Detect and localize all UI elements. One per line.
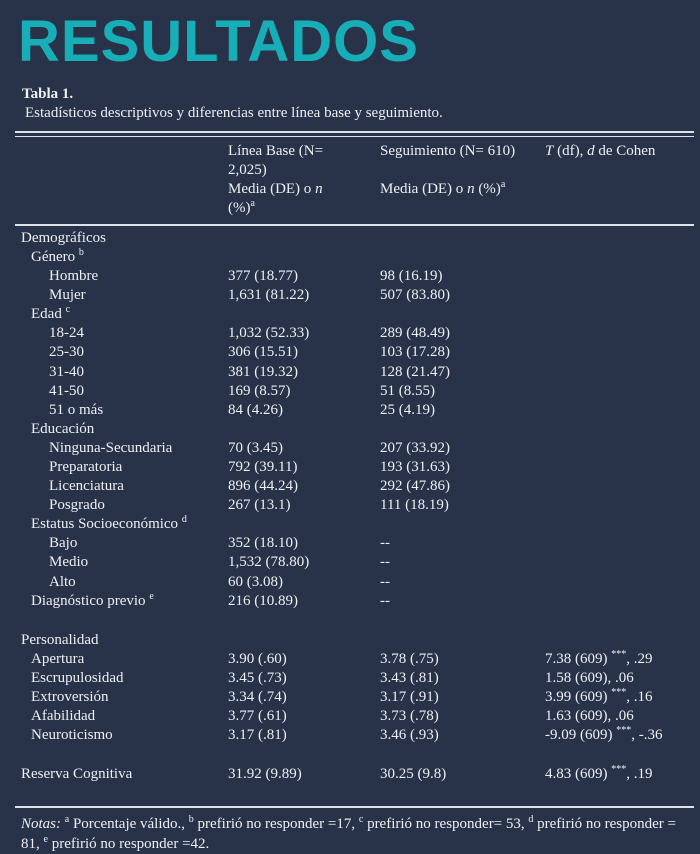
tstat-value — [545, 631, 694, 650]
note-sup: e — [43, 834, 48, 846]
followup-value — [380, 420, 545, 439]
tstat-value — [545, 248, 694, 267]
tstat-value — [545, 553, 694, 572]
row-label-sup: e — [149, 590, 154, 602]
baseline-value: 84 (4.26) — [228, 401, 283, 418]
row-label: 18-24 — [49, 325, 84, 342]
table-header-row — [15, 137, 694, 224]
tstat-value — [545, 401, 694, 420]
significance-stars: *** — [616, 725, 632, 737]
followup-value: 128 (21.47) — [380, 363, 450, 380]
table-row — [15, 631, 694, 650]
baseline-value: 267 (13.1) — [228, 497, 291, 514]
note-sup: c — [358, 814, 364, 826]
tstat-value: 4.83 (609) ***, .19 — [545, 764, 653, 783]
baseline-value: 169 (8.57) — [228, 382, 291, 399]
tstat-value — [545, 229, 694, 248]
table-row — [15, 382, 694, 401]
table-caption — [0, 77, 700, 125]
baseline-value — [228, 515, 380, 534]
baseline-value: 1,532 (78.80) — [228, 554, 310, 571]
note-text: prefirió no responder= 53, — [363, 816, 529, 833]
table-row — [15, 363, 694, 382]
table-row — [15, 267, 694, 286]
row-label: 31-40 — [49, 363, 84, 380]
tstat-value — [545, 477, 694, 496]
followup-value — [380, 631, 545, 650]
baseline-value: 3.45 (.73) — [228, 669, 287, 686]
table-row — [15, 401, 694, 420]
table-row — [15, 496, 694, 515]
baseline-value: 352 (18.10) — [228, 535, 298, 552]
table-row — [15, 515, 694, 534]
row-label: Edad $^c$ — [31, 304, 71, 323]
baseline-value: 896 (44.24) — [228, 478, 298, 495]
baseline-value: 792 (39.11) — [228, 459, 298, 476]
tstat-value: 1.58 (609), .06 — [545, 669, 634, 686]
table-row — [15, 458, 694, 477]
table-row — [15, 324, 694, 343]
baseline-value: 31.92 (9.89) — [228, 766, 302, 783]
baseline-value: 3.77 (.61) — [228, 708, 287, 725]
baseline-value — [228, 229, 380, 248]
tstat-value — [545, 343, 694, 362]
row-label: Demográficos — [21, 229, 106, 246]
row-label: Bajo — [49, 535, 78, 552]
header-cell-linea-base — [228, 142, 380, 218]
followup-value: 98 (16.19) — [380, 268, 443, 285]
notes-segments — [21, 816, 676, 852]
note-sup: a — [64, 814, 70, 826]
row-label: Preparatoria — [49, 459, 123, 476]
baseline-value: 3.34 (.74) — [228, 689, 287, 706]
followup-value: 30.25 (9.8) — [380, 766, 447, 783]
baseline-value: 216 (10.89) — [228, 592, 298, 609]
row-label: Medio — [49, 554, 89, 571]
spacer-row — [15, 611, 694, 631]
followup-value — [380, 229, 545, 248]
tstat-value — [545, 458, 694, 477]
tstat-value — [545, 267, 694, 286]
followup-value: -- — [380, 592, 390, 609]
baseline-value: 3.90 (.60) — [228, 650, 287, 667]
followup-value: 207 (33.92) — [380, 439, 450, 456]
baseline-value: 1,032 (52.33) — [228, 325, 310, 342]
tstat-value — [545, 573, 694, 592]
tstat-value — [545, 363, 694, 382]
note-text: Porcentaje válido., — [69, 816, 189, 833]
row-label: Apertura — [31, 650, 85, 667]
baseline-value: 381 (19.32) — [228, 363, 298, 380]
table-row — [15, 477, 694, 496]
note-text: prefirió no responder =42. — [47, 836, 210, 853]
linea-base-stat-line2: (%)$^a$ — [228, 197, 255, 216]
significance-stars: *** — [611, 648, 627, 660]
row-label: Reserva Cognitiva — [21, 766, 133, 783]
row-label: 51 o más — [49, 401, 104, 418]
followup-value — [380, 515, 545, 534]
table-row — [15, 420, 694, 439]
followup-value: 51 (8.55) — [380, 382, 435, 399]
table-row — [15, 343, 694, 362]
table-row — [15, 248, 694, 267]
baseline-value — [228, 305, 380, 324]
row-label: Personalidad — [21, 631, 99, 648]
row-label: Afabilidad — [31, 708, 96, 725]
row-label: 25-30 — [49, 344, 84, 361]
baseline-value — [228, 631, 380, 650]
followup-value: -- — [380, 573, 390, 590]
row-label: Estatus Socioeconómico $^d$ — [31, 514, 187, 533]
row-label-sup: d — [181, 514, 187, 526]
followup-value: 292 (47.86) — [380, 478, 450, 495]
table-row — [15, 305, 694, 324]
baseline-value: 3.17 (.81) — [228, 727, 287, 744]
linea-base-title-line1: Línea Base (N= — [228, 142, 324, 159]
row-label: Diagnóstico previo $^e$ — [31, 590, 154, 609]
table-row — [15, 229, 694, 248]
table-row — [15, 688, 694, 707]
followup-value — [380, 248, 545, 267]
tstat-value — [545, 534, 694, 553]
table-row — [15, 573, 694, 592]
table-row — [15, 726, 694, 745]
row-label: Posgrado — [49, 497, 105, 514]
tstat-value: 3.99 (609) ***, .16 — [545, 687, 653, 706]
row-label: Licenciatura — [49, 478, 124, 495]
row-label: Neuroticismo — [31, 727, 113, 744]
tstat-value — [545, 286, 694, 305]
table-notes — [15, 808, 694, 854]
note-text: prefirió no responder =17, — [193, 816, 359, 833]
linea-base-title-line2: 2,025) — [228, 161, 267, 178]
table-caption-title: Tabla 1. — [22, 85, 74, 102]
tstat-value — [545, 515, 694, 534]
linea-base-title — [228, 142, 374, 180]
table-row — [15, 553, 694, 572]
tstat-value — [545, 305, 694, 324]
notes-label: Notas: — [21, 816, 62, 833]
stats-table — [15, 131, 694, 854]
followup-value: 193 (31.63) — [380, 459, 450, 476]
followup-value: 507 (83.80) — [380, 287, 450, 304]
row-label: Hombre — [49, 268, 99, 285]
table-row — [15, 707, 694, 726]
followup-value: 3.46 (.93) — [380, 727, 439, 744]
baseline-value — [228, 248, 380, 267]
followup-value: -- — [380, 535, 390, 552]
followup-value: 3.17 (.91) — [380, 689, 439, 706]
table-row — [15, 439, 694, 458]
followup-value: 3.43 (.81) — [380, 669, 439, 686]
table-row — [15, 765, 694, 784]
row-label-sup: b — [78, 246, 84, 258]
row-label-sup: c — [65, 304, 71, 316]
followup-value: 25 (4.19) — [380, 401, 435, 418]
table-row — [15, 286, 694, 305]
significance-stars: *** — [611, 687, 627, 699]
followup-value: 3.73 (.78) — [380, 708, 439, 725]
seguimiento-title: Seguimiento (N= 610) — [380, 142, 516, 159]
row-label: Educación — [31, 420, 95, 437]
linea-base-stat: Media (DE) o n (%)$^a$ — [228, 180, 374, 218]
followup-value: 103 (17.28) — [380, 344, 450, 361]
followup-value: -- — [380, 554, 390, 571]
baseline-value: 377 (18.77) — [228, 268, 298, 285]
baseline-value — [228, 420, 380, 439]
baseline-value: 60 (3.08) — [228, 573, 283, 590]
header-cell-seguimiento — [380, 142, 545, 218]
table-row — [15, 669, 694, 688]
row-label: Mujer — [49, 287, 86, 304]
table-caption-subtitle: Estadísticos descriptivos y diferencias entre línea base y seguimiento. — [25, 104, 443, 121]
followup-value: 111 (18.19) — [380, 497, 449, 514]
tstat-value — [545, 382, 694, 401]
note-sup: d — [528, 814, 534, 826]
tstat-value — [545, 592, 694, 611]
row-label: Extroversión — [31, 689, 109, 706]
seguimiento-stat: Media (DE) o n (%)$^a$ — [380, 178, 506, 197]
baseline-value: 70 (3.45) — [228, 439, 283, 456]
spacer-row — [15, 745, 694, 765]
followup-value: 289 (48.49) — [380, 325, 450, 342]
table-row — [15, 534, 694, 553]
tstat-value — [545, 420, 694, 439]
row-label: Alto — [49, 573, 76, 590]
baseline-value: 306 (15.51) — [228, 344, 298, 361]
tstat-value: -9.09 (609) ***, -.36 — [545, 725, 663, 744]
header-cell-empty — [15, 142, 228, 218]
spacer-row — [15, 784, 694, 804]
note-text: prefirió no responder = 81, — [21, 816, 676, 853]
table-row — [15, 592, 694, 611]
tstat-value: 7.38 (609) ***, .29 — [545, 648, 653, 667]
page-title: RESULTADOS — [18, 9, 419, 74]
row-label: Escrupulosidad — [31, 669, 124, 686]
row-label: Género $^b$ — [31, 246, 84, 265]
significance-stars: *** — [611, 764, 627, 776]
tstat-value: 1.63 (609), .06 — [545, 708, 634, 725]
followup-value: 3.78 (.75) — [380, 650, 439, 667]
tstat-value — [545, 439, 694, 458]
header-cell-tstat: T (df), d de Cohen — [545, 142, 656, 159]
table-row — [15, 650, 694, 669]
row-label: Ninguna-Secundaria — [49, 439, 173, 456]
note-sup: b — [188, 814, 194, 826]
baseline-value: 1,631 (81.22) — [228, 287, 310, 304]
tstat-value — [545, 496, 694, 515]
table-body — [15, 226, 694, 807]
row-label: 41-50 — [49, 382, 84, 399]
followup-value — [380, 305, 545, 324]
tstat-value — [545, 324, 694, 343]
